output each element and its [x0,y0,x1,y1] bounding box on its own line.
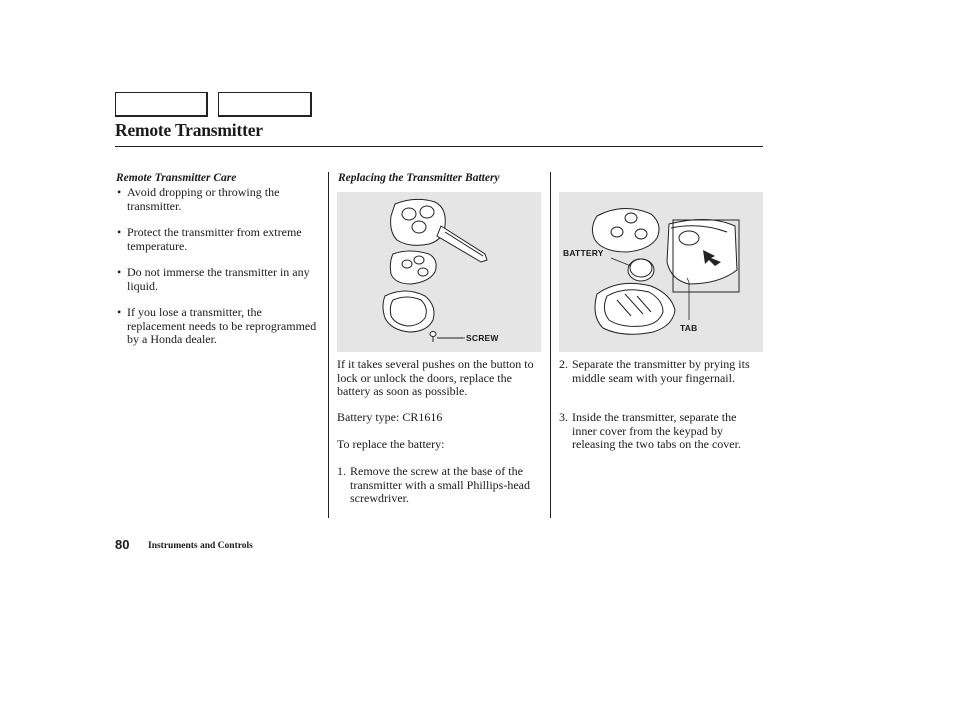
care-bullet-3: • Do not immerse the transmitter in any liquid. [116,266,321,293]
step-3-text: Inside the transmitter, separate the inner cover from the keypad by releasing the two tabs on the cover. [572,410,741,451]
battery-label: BATTERY [563,248,604,258]
step-3 [559,411,764,452]
page-number: 80 [115,537,130,552]
page-title: Remote Transmitter [115,120,263,140]
step-1 [337,465,542,506]
step-2-text: Separate the transmitter by prying its middle seam with your fingernail. [572,357,750,385]
figure-remove-screw [337,192,541,352]
care-heading: Remote Transmitter Care [116,172,237,184]
step-3-number: 3. [559,410,568,424]
open-transmitter-illustration [559,192,763,352]
care-bullet-list [116,186,321,360]
step-1-number: 1. [337,464,346,478]
battery-intro: If it takes several pushes on the button to lock or unlock the doors, replace the battery as soon as possible. [337,357,534,398]
tab-label: TAB [680,323,698,333]
battery-type: Battery type: CR1616 [337,410,443,424]
column-divider-1 [328,172,329,518]
title-rule [115,146,763,147]
footer-section: Instruments and Controls [148,541,253,551]
figure-separate-cover [559,192,763,352]
step-2 [559,358,764,385]
battery-heading: Replacing the Transmitter Battery [338,172,500,184]
nav-tab-2[interactable] [218,92,312,117]
step-2-number: 2. [559,357,568,371]
care-bullet-4: • If you lose a transmitter, the replacement needs to be reprogrammed by a Honda dealer. [116,306,321,347]
step-1-text: Remove the screw at the base of the transmitter with a small Phillips-head screwdriver. [350,464,530,505]
screw-label: SCREW [466,333,499,343]
care-bullet-2: • Protect the transmitter from extreme temperature. [116,226,321,253]
to-replace-text: To replace the battery: [337,437,445,451]
nav-tab-1[interactable] [115,92,208,117]
care-bullet-1: • Avoid dropping or throwing the transmitter. [116,186,321,213]
key-fob-exploded-illustration [337,192,541,352]
column-divider-2 [550,172,551,518]
